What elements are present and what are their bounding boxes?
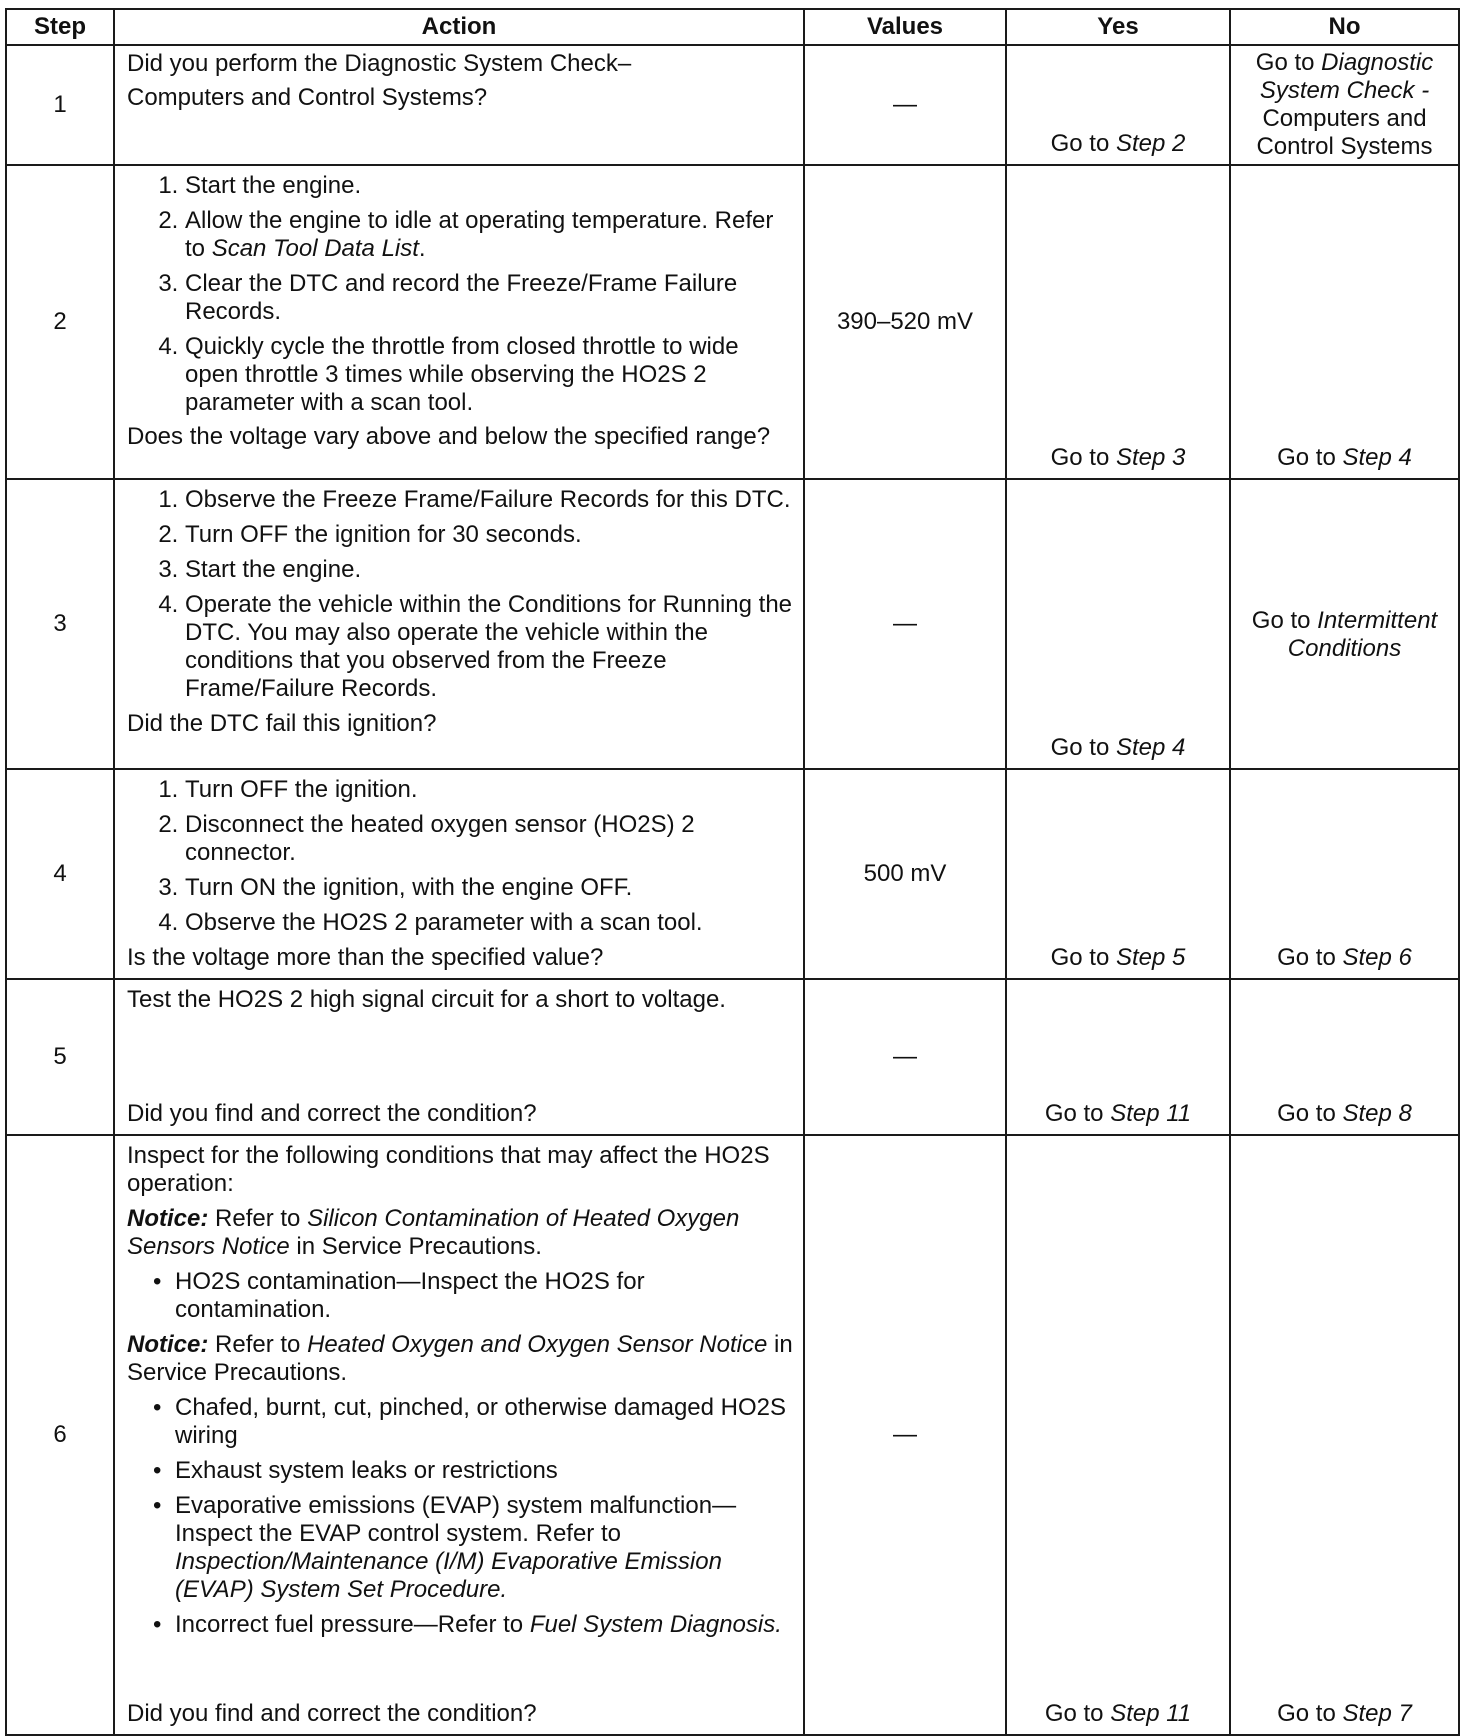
action-cell (114, 479, 804, 769)
step-number: 3 (6, 479, 114, 769)
value-cell: — (804, 1135, 1006, 1735)
action-intro: Inspect for the following conditions that may affect the HO2S operation: (127, 1142, 770, 1197)
yes-goto: Go to Step 2 (1050, 130, 1186, 157)
action-cell (114, 165, 804, 479)
action-question: Did the DTC fail this ignition? (127, 710, 437, 737)
action-instruction: Test the HO2S 2 high signal circuit for a short to voltage. (127, 986, 726, 1013)
step-number: 5 (6, 979, 114, 1135)
no-goto: Go to Intermittent Conditions (1251, 607, 1438, 663)
yes-goto: Go to Step 3 (1050, 444, 1186, 471)
action-cell (114, 979, 804, 1135)
action-step: 2. Turn OFF the ignition for 30 seconds. (185, 521, 795, 549)
table-row (6, 45, 1459, 165)
no-goto: Go to Step 4 (1277, 444, 1412, 471)
no-goto: Go to Step 7 (1277, 1700, 1412, 1727)
condition-list (127, 1268, 795, 1324)
action-step: 3. Turn ON the ignition, with the engine OFF. (185, 874, 795, 902)
action-question: Computers and Control Systems? (127, 84, 488, 111)
yes-cell (1006, 979, 1230, 1135)
action-step: 4. Quickly cycle the throttle from closed throttle to wide open throttle 3 times while observing the HO2S 2 parameter with a scan tool. (185, 333, 795, 417)
action-question: Did you find and correct the condition? (127, 1700, 537, 1727)
action-question: Is the voltage more than the specified value? (127, 944, 604, 971)
notice: Notice: Refer to Heated Oxygen and Oxygen Sensor Notice in Service Precautions. (127, 1331, 793, 1386)
step-number: 1 (6, 45, 114, 165)
action-step: 4. Operate the vehicle within the Conditions for Running the DTC. You may also operate the vehicle within the conditions that you observed from the Freeze Frame/Failure Records. (185, 591, 795, 703)
yes-cell (1006, 479, 1230, 769)
table-row (6, 1135, 1459, 1735)
condition-list (127, 1394, 795, 1639)
action-cell (114, 769, 804, 979)
value-cell: — (804, 479, 1006, 769)
action-cell (114, 1135, 804, 1735)
yes-goto: Go to Step 11 (1044, 1100, 1192, 1127)
no-cell (1230, 1135, 1459, 1735)
no-cell (1230, 45, 1459, 165)
action-question: Does the voltage vary above and below the specified range? (127, 423, 771, 450)
no-cell (1230, 769, 1459, 979)
action-steps (127, 776, 795, 937)
no-cell (1230, 479, 1459, 769)
yes-goto: Go to Step 11 (1044, 1700, 1192, 1727)
no-cell (1230, 165, 1459, 479)
action-step: 1. Start the engine. (185, 172, 795, 200)
step-number: 6 (6, 1135, 114, 1735)
list-item: • HO2S contamination—Inspect the HO2S for contamination. (175, 1268, 795, 1324)
value-cell: — (804, 45, 1006, 165)
table-row (6, 979, 1459, 1135)
header-step: Step (6, 9, 114, 45)
action-steps (127, 486, 795, 703)
notice: Notice: Refer to Silicon Contamination of Heated Oxygen Sensors Notice in Service Precautions. (127, 1205, 740, 1260)
no-goto: Go to Step 6 (1277, 944, 1412, 971)
action-question: Did you perform the Diagnostic System Check– (127, 50, 632, 77)
header-action: Action (114, 9, 804, 45)
step-number: 4 (6, 769, 114, 979)
table-row (6, 479, 1459, 769)
list-item: • Exhaust system leaks or restrictions (175, 1457, 795, 1485)
yes-cell (1006, 1135, 1230, 1735)
action-steps (127, 172, 795, 417)
table-row (6, 165, 1459, 479)
header-row (6, 9, 1459, 45)
action-step: 4. Observe the HO2S 2 parameter with a scan tool. (185, 909, 795, 937)
action-step: 1. Turn OFF the ignition. (185, 776, 795, 804)
action-cell (114, 45, 804, 165)
action-question: Did you find and correct the condition? (127, 1100, 537, 1127)
action-step: 1. Observe the Freeze Frame/Failure Records for this DTC. (185, 486, 795, 514)
list-item: • Evaporative emissions (EVAP) system malfunction—Inspect the EVAP control system. Refer to Inspection/Maintenance (I/M) Evaporative Emission (EVAP) System Set Procedure. (175, 1492, 795, 1604)
value-cell: 390–520 mV (804, 165, 1006, 479)
action-step: 2. Disconnect the heated oxygen sensor (HO2S) 2 connector. (185, 811, 795, 867)
yes-cell (1006, 769, 1230, 979)
header-values: Values (804, 9, 1006, 45)
diagnostic-table (5, 8, 1460, 1736)
header-no: No (1230, 9, 1459, 45)
no-cell (1230, 979, 1459, 1135)
step-number: 2 (6, 165, 114, 479)
value-cell: 500 mV (804, 769, 1006, 979)
no-goto: Go to Step 8 (1277, 1100, 1412, 1127)
action-step: 2. Allow the engine to idle at operating temperature. Refer to Scan Tool Data List. (185, 207, 795, 263)
action-step: 3. Start the engine. (185, 556, 795, 584)
no-goto: Go to Diagnostic System Check - Computers and Control Systems (1255, 49, 1434, 160)
header-yes: Yes (1006, 9, 1230, 45)
yes-cell (1006, 165, 1230, 479)
table-row (6, 769, 1459, 979)
list-item: • Incorrect fuel pressure—Refer to Fuel System Diagnosis. (175, 1611, 795, 1639)
list-item: • Chafed, burnt, cut, pinched, or otherwise damaged HO2S wiring (175, 1394, 795, 1450)
yes-cell (1006, 45, 1230, 165)
action-step: 3. Clear the DTC and record the Freeze/Frame Failure Records. (185, 270, 795, 326)
yes-goto: Go to Step 5 (1050, 944, 1186, 971)
yes-goto: Go to Step 4 (1050, 734, 1186, 761)
value-cell: — (804, 979, 1006, 1135)
